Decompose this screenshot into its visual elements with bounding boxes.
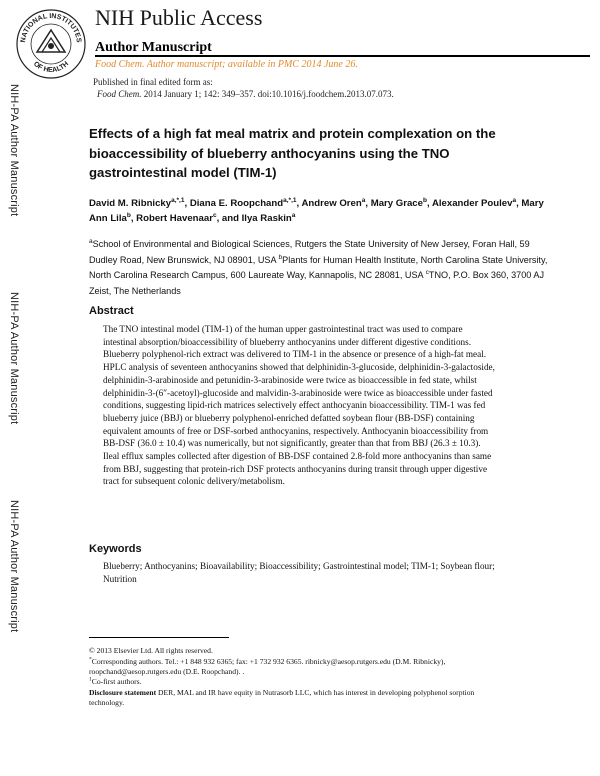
nih-public-access-title: NIH Public Access [95, 5, 263, 30]
abstract-text: The TNO intestinal model (TIM-1) of the human upper gastrointestinal tract was used to compare intestinal absorption/bioaccessibility of blueberry anthocyanins under different digestive conditions. Blueberry polyphenol-rich extract was delivered to TIM-1 in the absence or presence of a high-fat meal. HPLC analysis of seventeen anthocyanins showed that delphinidin-3-glucoside, delphinidin-3-galactoside, delphinidin-3-arabinoside and petunidin-3-arabinoside were twice as bioaccessible in fed state, whilst delphinidin-3-(6″-acetoyl)-glucoside and malvidin-3-arabinoside were twice as bioaccessible under fasted conditions, suggesting lipid-rich matrices selectively effect anthocyanin bioaccessibility. TIM-1 was fed blueberry juice (BBJ) or blueberry polyphenol-enriched defatted soybean flour (BB-DSF) containing equivalent amounts of free or DSF-sorbed anthocyanins, respectively. Anthocyanin bioaccessibility from BB-DSF (36.0 ± 10.4) was numerically, but not significantly, greater than that from BBJ (26.3 ± 10.3). Ileal efflux samples collected after digestion of BB-DSF contained 2.8-fold more anthocyanins than same from BBJ, suggesting that protein-rich DSF protects anthocyanins during transit through upper digestive tract for subsequent colonic delivery/metabolism. [103, 324, 495, 487]
published-in-label: Published in final edited form as: [93, 77, 213, 87]
footnote-rule [89, 637, 229, 638]
author-list: David M. Ribnicky$^{a,*,1}$, Diana E. Roopchand$^{a,*,1}$, Andrew Oren$^a$, Mary Grace$^b$, Alexander Poulev$^a$, Mary Ann Lila$^b$, Robert Havenaar$^c$, and Ilya Raskin$^a$ [89, 196, 544, 224]
author: Diana E. Roopchand$^{a,*,1}$ [189, 196, 297, 209]
citation-journal: Food Chem. [97, 89, 142, 99]
affiliation-b: Plants for Human Health Institute, North Carolina State University, North Carolina Research Campus, 600 Laureate Way, Kannapolis, NC 28081, USA [89, 254, 548, 280]
svg-text:NATIONAL INSTITUTES: NATIONAL INSTITUTES [19, 12, 83, 44]
sidebar-label-2: NIH-PA Author Manuscript [8, 292, 20, 425]
author: David M. Ribnicky$^{a,*,1}$ [89, 196, 185, 209]
keywords-heading: Keywords [89, 543, 142, 555]
corresponding-note: *Corresponding authors. Tel.: +1 848 932 6365; fax: +1 732 932 6365. ribnicky@aesop.rutgers.edu (D.M. Ribnicky), roopchand@aesop.rutgers.edu (D.E. Roopchand). . [89, 656, 446, 676]
cofirst-note: $^1$Co-first authors. [89, 676, 142, 687]
copyright-note: © 2013 Elsevier Ltd. All rights reserved. [89, 646, 213, 655]
footnotes [89, 646, 509, 709]
publication-info [93, 76, 394, 100]
author: Mary Ann Lila$^b$ [89, 198, 544, 224]
abstract-heading: Abstract [89, 305, 134, 317]
citation [93, 88, 394, 100]
article-title: Effects of a high fat meal matrix and protein complexation on the bioaccessibility of blueberry anthocyanins using the TNO gastrointestinal model (TIM-1) [89, 126, 496, 180]
keywords-text: Blueberry; Anthocyanins; Bioavailability; Bioaccessibility; Gastrointestinal model; TIM-1; Soybean flour; Nutrition [103, 561, 495, 584]
author: Andrew Oren$^a$ [301, 196, 366, 209]
author: Mary Grace$^b$ [370, 196, 427, 209]
citation-details: 2014 January 1; 142: 349–357. doi:10.1016/j.foodchem.2013.07.073. [141, 89, 394, 99]
journal-availability-line: Food Chem. Author manuscript; available in PMC 2014 June 26. [95, 59, 358, 70]
affiliation-a: School of Environmental and Biological Sciences, Rutgers the State University of New Jersey, Foran Hall, 59 Dudley Road, New Brunswick, NJ 08901, USA [89, 239, 530, 265]
author: Alexander Poulev$^a$ [431, 196, 517, 209]
sidebar-label-3: NIH-PA Author Manuscript [8, 500, 20, 633]
author: Robert Havenaar$^c$ [136, 211, 217, 224]
author: Ilya Raskin$^a$ [241, 211, 296, 224]
disclosure-note: Disclosure statement DER, MAL and IR have equity in Nutrasorb LLC, which has interest in developing polyphenol sorption technology. [89, 688, 475, 707]
affiliation-c: TNO, P.O. Box 360, 3700 AJ Zeist, The Netherlands [89, 270, 544, 296]
author-manuscript-label: Author Manuscript [95, 40, 212, 55]
nih-seal-logo [15, 8, 87, 80]
svg-text:OF HEALTH: OF HEALTH [31, 60, 71, 75]
affiliations: $^a$School of Environmental and Biological Sciences, Rutgers the State University of New Jersey, Foran Hall, 59 Dudley Road, New Brunswick, NJ 08901, USA $^b$Plants for Human Health Institute, North Carolina State University, North Carolina Research Campus, 600 Laureate Way, Kannapolis, NC 28081, USA $^c$TNO, P.O. Box 360, 3700 AJ Zeist, The Netherlands [89, 237, 548, 296]
sidebar-label-1: NIH-PA Author Manuscript [8, 84, 20, 217]
